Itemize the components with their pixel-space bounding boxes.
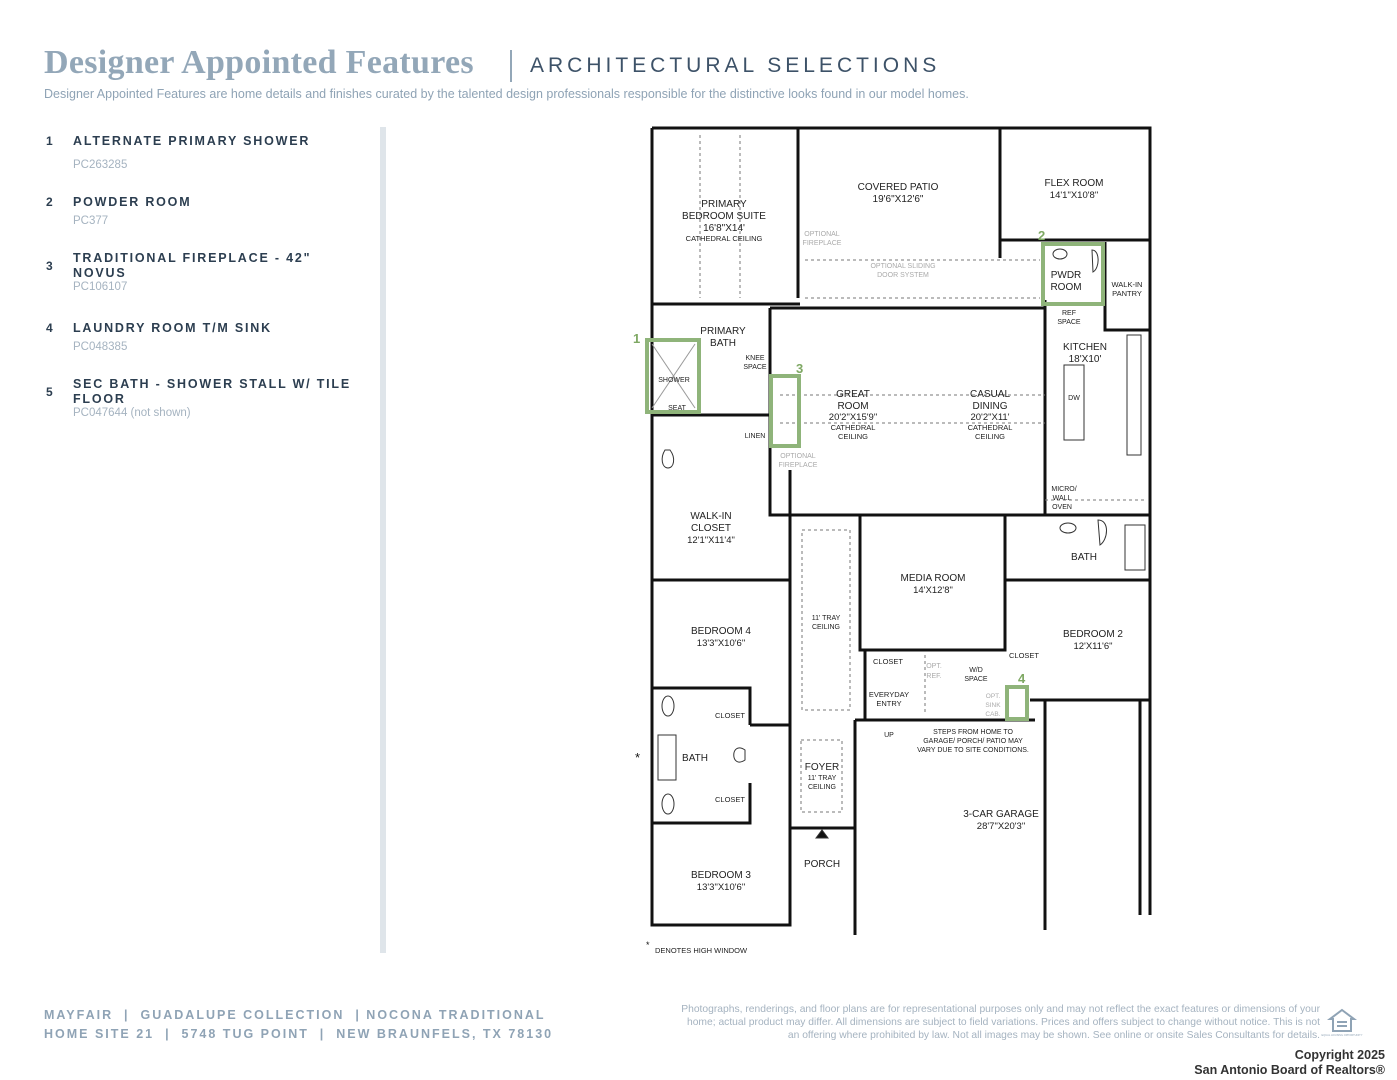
copyright (1194, 1048, 1385, 1078)
room-label: SPACE (1057, 319, 1081, 326)
feature-number: 2 (46, 195, 53, 209)
room-label: ENTRY (876, 699, 902, 708)
feature-number: 5 (46, 385, 53, 399)
room-label: BATH (710, 338, 736, 349)
room-label: CLOSET (714, 711, 746, 720)
marker-1: 1 (633, 331, 641, 346)
room-label: WALK-IN (1111, 280, 1143, 289)
copyright-line-2: San Antonio Board of Realtors® (1194, 1063, 1385, 1077)
feature-code: PC106107 (73, 281, 128, 293)
room-label: VARY DUE TO SITE CONDITIONS. (917, 747, 1029, 754)
feature-code: PC377 (73, 215, 109, 227)
column-divider (380, 127, 386, 953)
room-label: 12'1"X11'4" (687, 535, 735, 546)
room-label: OVEN (1052, 504, 1072, 511)
room-label: PORCH (803, 859, 841, 870)
room-label: OPTIONAL (804, 231, 840, 238)
room-label: CATHEDRAL CEILING (685, 234, 763, 243)
highlight-fireplace (771, 376, 799, 446)
room-label: BEDROOM 2 (1062, 629, 1124, 640)
room-label: 3-CAR GARAGE (963, 809, 1039, 820)
room-labels (658, 178, 1142, 893)
feature-name: TRADITIONAL FIREPLACE - 42" NOVUS (73, 251, 312, 280)
room-label: 14'1"X10'8" (1049, 190, 1099, 201)
copyright-line-1: Copyright 2025 (1294, 1048, 1385, 1062)
room-label: 14'X12'8" (913, 585, 953, 596)
feature-name: POWDER ROOM (73, 195, 192, 209)
room-label: BEDROOM SUITE (682, 211, 766, 222)
room-label: 13'3"X10'6" (696, 882, 746, 893)
room-label: OPT. (926, 663, 942, 670)
room-label: WALL (1052, 495, 1072, 502)
plan-dashed-lines (700, 135, 1145, 812)
feature-number: 3 (46, 259, 53, 273)
high-window-legend: DENOTES HIGH WINDOW (655, 946, 748, 955)
room-label: GREAT (836, 389, 870, 400)
room-label: CASUAL (969, 389, 1011, 400)
feature-name: LAUNDRY ROOM T/M SINK (73, 321, 272, 335)
feature-name: SEC BATH - SHOWER STALL W/ TILE FLOOR (73, 377, 352, 406)
room-label: SHOWER (658, 377, 690, 384)
feature-code: PC263285 (73, 159, 128, 171)
room-label: BATH (682, 753, 708, 764)
eho-label: EQUAL HOUSING OPPORTUNITY (1321, 1034, 1363, 1037)
room-label: ROOM (837, 401, 869, 412)
room-label: DINING (972, 401, 1008, 412)
page-subtitle: Designer Appointed Features are home details and finishes curated by the talented design professionals responsible for the distinctive looks found in our model homes. (44, 87, 969, 101)
room-label: 28'7"X20'3" (976, 821, 1026, 832)
room-label: 16'8"X14' (703, 223, 745, 234)
room-label: FIREPLACE (778, 462, 818, 469)
highlight-laundry-sink (1007, 687, 1027, 719)
title-divider (510, 50, 512, 82)
room-label: STEPS FROM HOME TO (933, 729, 1013, 736)
marker-4: 4 (1018, 671, 1026, 686)
room-label: CEILING (811, 624, 841, 631)
room-label: REF. (926, 673, 942, 680)
room-label: CEILING (837, 432, 869, 441)
room-label: FLEX ROOM (1044, 178, 1104, 189)
room-label: CAB. (985, 711, 1001, 718)
room-label: KNEE (745, 355, 765, 362)
high-window-legend-star: * (646, 940, 650, 950)
room-label: 20'2"X15'9" (828, 412, 878, 423)
room-label: LINEN (744, 433, 766, 440)
header (44, 40, 1384, 90)
equal-housing-icon (1321, 1007, 1363, 1037)
floor-plan (630, 120, 1170, 960)
room-label: 19'6"X12'6" (872, 194, 924, 205)
room-label: CLOSET (690, 523, 732, 534)
room-label: UP (884, 732, 894, 739)
room-label: ROOM (1050, 282, 1082, 293)
feature-number: 4 (46, 321, 53, 335)
room-label: DW (1068, 395, 1080, 402)
room-label: GARAGE/ PORCH/ PATIO MAY (923, 738, 1023, 745)
room-label: KITCHEN (1063, 342, 1107, 353)
room-label: 18'X10' (1068, 354, 1102, 365)
room-label: 11' TRAY (811, 615, 841, 622)
marker-3: 3 (796, 361, 804, 376)
room-label: PRIMARY (701, 199, 747, 210)
room-label: SEAT (668, 405, 686, 412)
feature-name: ALTERNATE PRIMARY SHOWER (73, 134, 311, 148)
footer-line-1: MAYFAIR | GUADALUPE COLLECTION | NOCONA TRADITIONAL (44, 1008, 546, 1022)
room-label: 11' TRAY (807, 775, 837, 782)
room-label: FIREPLACE (802, 240, 842, 247)
room-label: 20'2"X11' (970, 412, 1010, 423)
room-label: BEDROOM 3 (690, 870, 752, 881)
feature-code: PC047644 (not shown) (73, 407, 191, 419)
room-label: PWDR (1050, 270, 1082, 281)
room-label: BATH (1071, 552, 1097, 563)
room-label: OPTIONAL SLIDING (870, 263, 936, 270)
room-label: CLOSET (1008, 651, 1040, 660)
feature-number: 1 (46, 134, 53, 148)
page-title: Designer Appointed Features (44, 44, 474, 81)
room-label: DOOR SYSTEM (877, 272, 929, 279)
room-label: FOYER (804, 762, 840, 773)
room-label: REF (1062, 310, 1076, 317)
room-label: EVERYDAY (868, 690, 910, 699)
room-label: SINK (985, 702, 1001, 709)
room-label: CEILING (807, 784, 837, 791)
room-label: BEDROOM 4 (690, 626, 752, 637)
room-label: SPACE (964, 676, 988, 683)
section-title: ARCHITECTURAL SELECTIONS (530, 54, 941, 77)
room-label: CLOSET (872, 657, 904, 666)
footer-line-2: HOME SITE 21 | 5748 TUG POINT | NEW BRAUNFELS, TX 78130 (44, 1027, 554, 1041)
room-label: CEILING (974, 432, 1006, 441)
high-window-star: * (635, 750, 641, 765)
room-label: W/D (969, 667, 983, 674)
room-label: SPACE (743, 364, 767, 371)
shower-cross (652, 344, 695, 408)
footer-address (44, 1006, 553, 1044)
room-label: COVERED PATIO (857, 182, 939, 193)
disclaimer: Photographs, renderings, and floor plans are for representational purposes only and may not reflect the exact features or dimensions of your home; actual product may differ. All dimensions are subject to field variations. Prices and offers subject to change without notice. This is not an offering where prohibited by law. Not all images may be shown. See online or onsite Sales Consultants for details. (681, 1004, 1320, 1041)
room-label: CATHEDRAL (967, 423, 1013, 432)
room-label: PRIMARY (700, 326, 746, 337)
room-label: OPT. (985, 693, 1001, 700)
room-label: CATHEDRAL (830, 423, 876, 432)
room-label: PANTRY (1112, 289, 1142, 298)
room-label: MEDIA ROOM (900, 573, 966, 584)
feature-code: PC048385 (73, 341, 128, 353)
room-label: OPTIONAL (780, 453, 816, 460)
marker-2: 2 (1038, 228, 1046, 243)
room-label: 12'X11'6" (1073, 641, 1113, 652)
room-label: 13'3"X10'6" (696, 638, 746, 649)
room-label: WALK-IN (690, 511, 732, 522)
room-label: MICRO/ (1051, 486, 1077, 493)
room-label: CLOSET (714, 795, 746, 804)
